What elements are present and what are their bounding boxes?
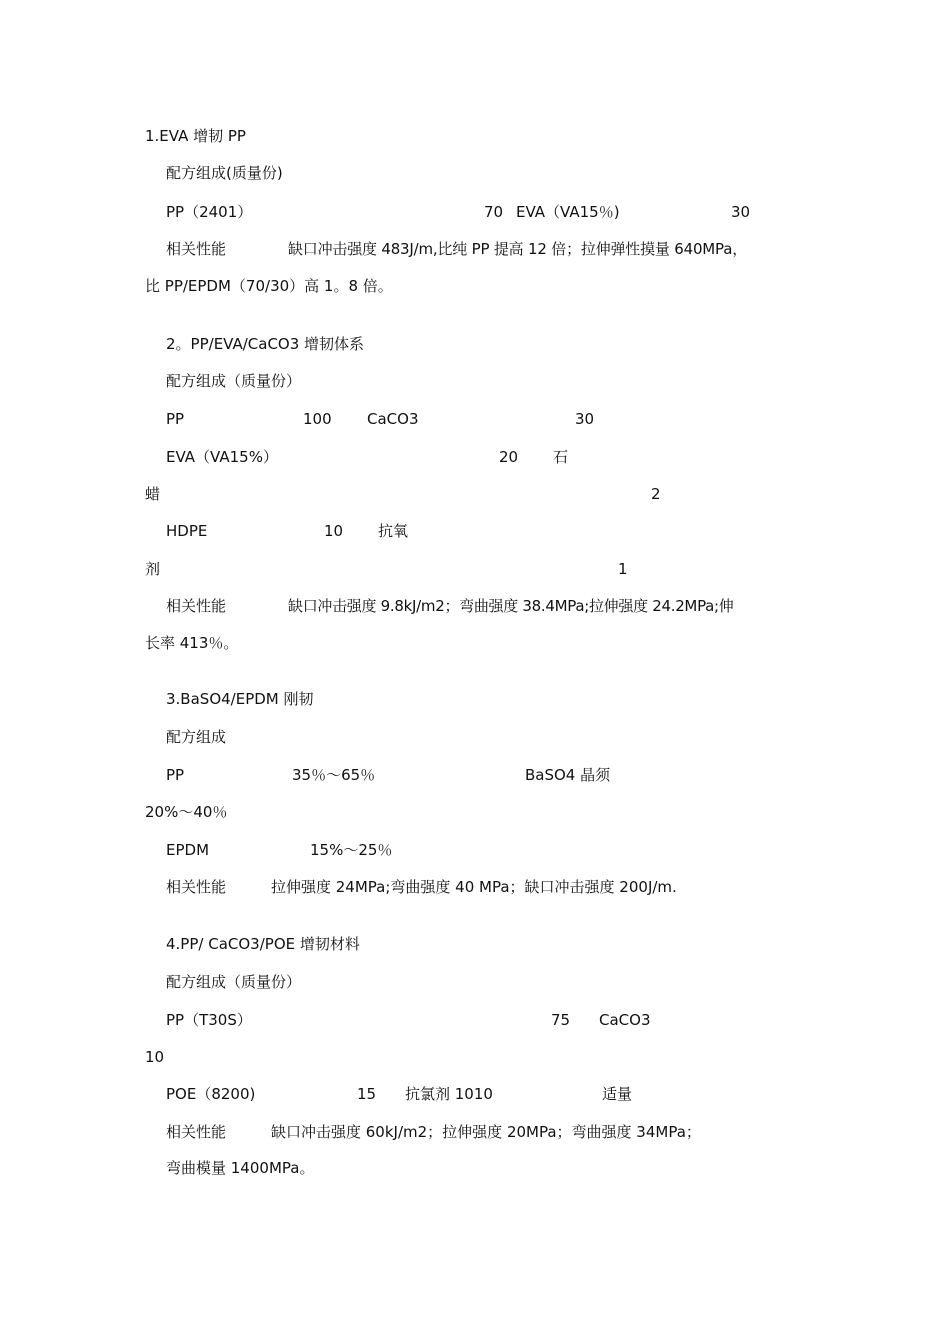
section-2-row-3-amount2: 1 (618, 560, 628, 578)
section-2-properties-label: 相关性能 (166, 597, 227, 615)
section-3-properties-line-1: 拉伸强度 24MPa;弯曲强度 40 MPa；缺口冲击强度 200J/m. (271, 878, 677, 896)
section-4-row-2-amount2: 适量 (602, 1085, 633, 1103)
section-2-row-2-amount2: 2 (651, 485, 661, 503)
section-1-row-1-amount: 70 (484, 203, 504, 221)
section-2-formula-label: 配方组成（质量份） (166, 372, 302, 390)
section-4-row-2-amount: 15 (357, 1085, 377, 1103)
section-2-row-2-name2-part1: 石 (553, 448, 569, 466)
section-1-row-1-name2: EVA（VA15％) (516, 203, 620, 221)
section-4-properties-line-2: 弯曲模量 1400MPa。 (166, 1159, 315, 1177)
section-4-row-2-name: POE（8200) (166, 1085, 256, 1103)
section-4-row-1-amount: 75 (551, 1011, 571, 1029)
section-2-row-1-amount: 100 (303, 410, 332, 428)
section-2-row-3-name2-part1: 抗氧 (378, 522, 409, 540)
section-4-properties-line-1: 缺口冲击强度 60kJ/m2；拉伸强度 20MPa；弯曲强度 34MPa； (271, 1123, 701, 1141)
section-4-properties-label: 相关性能 (166, 1123, 227, 1141)
section-1-properties-line-2: 比 PP/EPDM（70/30）高 1。8 倍。 (145, 277, 393, 295)
section-2-row-3-name2-part2: 剂 (145, 560, 161, 578)
section-4-row-1-name: PP（T30S） (166, 1011, 252, 1029)
section-2-row-2-name2-part2: 蜡 (145, 485, 161, 503)
section-2-row-3-amount: 10 (324, 522, 344, 540)
section-3-formula-label: 配方组成 (166, 728, 227, 746)
section-2-row-1-amount2: 30 (575, 410, 595, 428)
section-2-row-1-name2: CaCO3 (367, 410, 419, 428)
section-3-row-1-name2: BaSO4 晶须 (525, 766, 611, 784)
section-2-row-3-name: HDPE (166, 522, 208, 540)
section-2-row-2-amount: 20 (499, 448, 519, 466)
section-1-row-1-name: PP（2401） (166, 203, 253, 221)
section-3-row-1-name: PP (166, 766, 185, 784)
section-2-properties-line-2: 长率 413％。 (145, 634, 239, 652)
section-1-properties-line-1: 缺口冲击强度 483J/m,比纯 PP 提高 12 倍；拉伸弹性摸量 640MPa， (288, 240, 748, 258)
section-2-row-1-name: PP (166, 410, 185, 428)
section-3-row-2-amount: 15%～25％ (310, 841, 393, 859)
section-2-row-2-name: EVA（VA15%） (166, 448, 278, 466)
section-3-row-2-name: EPDM (166, 841, 210, 859)
section-3-row-1-amount: 35％～65％ (292, 766, 376, 784)
section-4-title: 4.PP/ CaCO3/POE 增韧材料 (166, 935, 360, 953)
section-3-row-1-amount2: 20%～40％ (145, 803, 228, 821)
section-1-title: 1.EVA 增韧 PP (145, 127, 246, 145)
section-1-formula-label: 配方组成(质量份) (166, 164, 283, 182)
section-4-row-2-name2: 抗氯剂 1010 (405, 1085, 493, 1103)
section-4-row-1-amount2: 10 (145, 1048, 165, 1066)
section-1-properties-label: 相关性能 (166, 240, 227, 258)
section-3-title: 3.BaSO4/EPDM 刚韧 (166, 690, 314, 708)
section-4-formula-label: 配方组成（质量份） (166, 973, 302, 991)
section-2-properties-line-1: 缺口冲击强度 9.8kJ/m2；弯曲强度 38.4MPa;拉伸强度 24.2MPa;伸 (288, 597, 734, 615)
section-4-row-1-name2: CaCO3 (599, 1011, 651, 1029)
section-1-row-1-amount2: 30 (731, 203, 751, 221)
section-2-title: 2。PP/EVA/CaCO3 增韧体系 (166, 335, 365, 353)
section-3-properties-label: 相关性能 (166, 878, 227, 896)
